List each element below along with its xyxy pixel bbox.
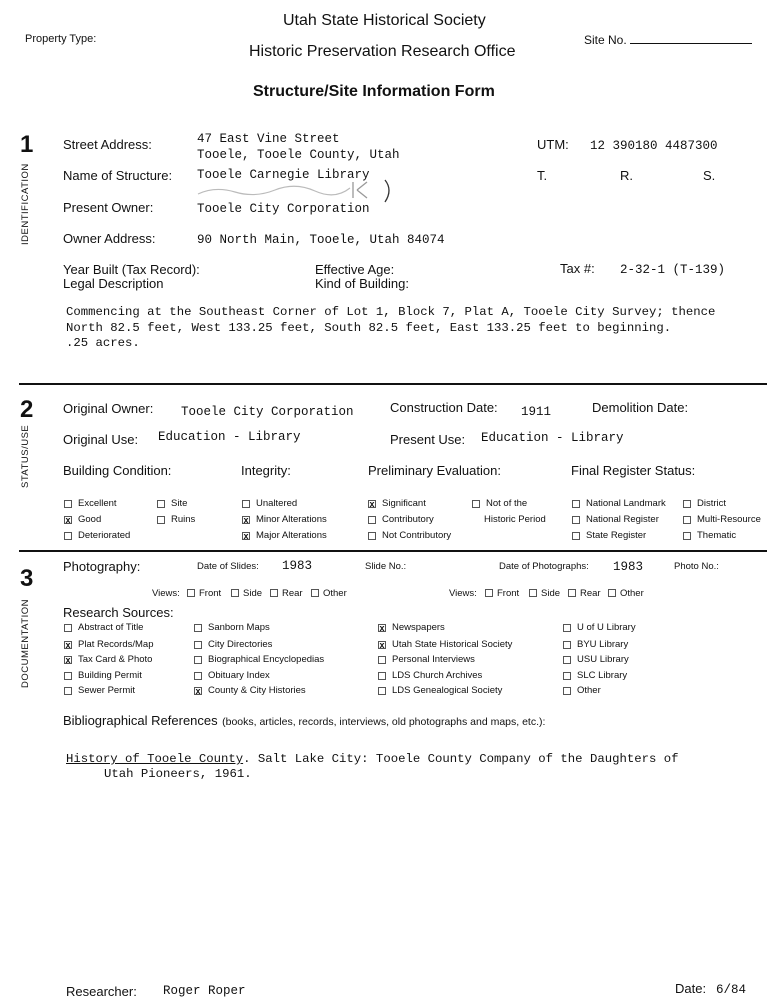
street-address-label: Street Address: — [63, 137, 152, 152]
u-of-u-library-checkbox[interactable] — [563, 624, 571, 632]
construction-date-label: Construction Date: — [390, 400, 498, 415]
minor-alterations-checkbox[interactable]: x — [243, 515, 249, 525]
good-label: Good — [78, 514, 102, 525]
state-register-label: State Register — [586, 530, 647, 541]
photos-side-checkbox[interactable] — [529, 589, 537, 597]
usu-library-checkbox[interactable] — [563, 656, 571, 664]
ruins-label: Ruins — [171, 514, 196, 525]
obituary-index-label: Obituary Index — [208, 670, 270, 681]
present-owner-label: Present Owner: — [63, 200, 154, 215]
district-label: District — [697, 498, 727, 509]
integrity-label: Integrity: — [241, 463, 291, 478]
utm-value: 12 390180 4487300 — [590, 139, 718, 153]
original-use: Education - Library — [158, 430, 301, 444]
photos-rear-checkbox[interactable] — [568, 589, 576, 597]
deteriorated-checkbox[interactable] — [64, 532, 72, 540]
original-owner-label: Original Owner: — [63, 401, 154, 416]
form-title: Structure/Site Information Form — [253, 83, 495, 100]
present-use: Education - Library — [481, 431, 624, 445]
photos-front-checkbox[interactable] — [485, 589, 493, 597]
tax-value: 2-32-1 (T-139) — [620, 263, 726, 277]
newspapers-label: Newspapers — [392, 622, 445, 633]
newspapers-checkbox[interactable]: x — [379, 623, 385, 633]
original-owner: Tooele City Corporation — [181, 405, 354, 419]
national-landmark-label: National Landmark — [586, 498, 666, 509]
kind-of-building-label: Kind of Building: — [315, 276, 409, 291]
thematic-checkbox[interactable] — [683, 532, 691, 540]
utah-state-historical-society-checkbox[interactable]: x — [379, 640, 385, 650]
date-of-slides-label: Date of Slides: — [197, 561, 259, 572]
sewer-permit-checkbox[interactable] — [64, 687, 72, 695]
lds-genealogical-society-label: LDS Genealogical Society — [392, 685, 503, 696]
contributory-checkbox[interactable] — [368, 516, 376, 524]
s-label: S. — [703, 168, 716, 183]
not-contributory-checkbox[interactable] — [368, 532, 376, 540]
section-2-side-label: STATUS/USE — [20, 424, 31, 488]
legal-description-line3: .25 acres. — [66, 336, 140, 350]
other-source-label: Other — [577, 685, 601, 696]
date-of-slides: 1983 — [282, 559, 313, 573]
researcher-name: Roger Roper — [163, 984, 246, 998]
building-condition-label: Building Condition: — [63, 463, 172, 478]
slc-library-label: SLC Library — [577, 670, 628, 681]
society-name: Utah State Historical Society — [283, 12, 486, 29]
year-built-label: Year Built (Tax Record): — [63, 262, 200, 277]
abstract-of-title-checkbox[interactable] — [64, 624, 72, 632]
office-name: Historic Preservation Research Office — [249, 43, 516, 60]
structure-name: Tooele Carnegie Library — [197, 168, 370, 182]
owner-address: 90 North Main, Tooele, Utah 84074 — [197, 233, 445, 247]
site-checkbox[interactable] — [157, 500, 165, 508]
slides-side-checkbox[interactable] — [231, 589, 239, 597]
bibliographical-references-label: Bibliographical References — [63, 713, 218, 728]
personal-interviews-checkbox[interactable] — [378, 656, 386, 664]
good-checkbox[interactable]: x — [65, 515, 71, 525]
significant-label: Significant — [382, 498, 426, 509]
researcher-label: Researcher: — [66, 984, 137, 999]
other-source-checkbox[interactable] — [563, 687, 571, 695]
thematic-label: Thematic — [697, 530, 737, 541]
slides-front-label: Front — [199, 588, 222, 599]
bibliographical-references — [63, 712, 545, 730]
national-register-checkbox[interactable] — [572, 516, 580, 524]
lds-genealogical-society-checkbox[interactable] — [378, 687, 386, 695]
date-label: Date: — [675, 981, 707, 996]
photos-side-label: Side — [541, 588, 561, 599]
section-2-number: 2 — [20, 396, 34, 423]
excellent-label: Excellent — [78, 498, 117, 509]
sewer-permit-label: Sewer Permit — [78, 685, 136, 696]
construction-date: 1911 — [521, 405, 552, 419]
site-no-label: Site No. — [584, 33, 752, 47]
not-of-the-label: Not of the — [486, 498, 528, 509]
building-permit-label: Building Permit — [78, 670, 142, 681]
structure-name-label: Name of Structure: — [63, 168, 173, 183]
city-directories-label: City Directories — [208, 639, 273, 650]
bibliographical-references-note: (books, articles, records, interviews, old photographs and maps, etc.): — [222, 716, 546, 728]
major-alterations-checkbox[interactable]: x — [243, 531, 249, 541]
legal-description-line2: North 82.5 feet, West 133.25 feet, South 82.5 feet, East 133.25 feet to beginning. — [66, 321, 672, 335]
deteriorated-label: Deteriorated — [78, 530, 131, 541]
slides-front-checkbox[interactable] — [187, 589, 195, 597]
section-3-number: 3 — [20, 565, 34, 592]
date-value: 6/84 — [716, 983, 747, 997]
county-city-histories-label: County & City Histories — [208, 685, 306, 696]
tax-card-checkbox[interactable]: x — [65, 655, 71, 665]
site-label: Site — [171, 498, 188, 509]
effective-age-label: Effective Age: — [315, 262, 395, 277]
section-3-side-label: DOCUMENTATION — [20, 598, 31, 688]
lds-church-archives-checkbox[interactable] — [378, 672, 386, 680]
national-register-label: National Register — [586, 514, 659, 525]
not-of-historic-period-checkbox[interactable] — [472, 500, 480, 508]
byu-library-checkbox[interactable] — [563, 641, 571, 649]
sanborn-maps-label: Sanborn Maps — [208, 622, 270, 633]
section-1-side-label: IDENTIFICATION — [20, 163, 31, 245]
photos-other-label: Other — [620, 588, 644, 599]
demolition-date-label: Demolition Date: — [592, 400, 689, 415]
bibliography-rest: . Salt Lake City: Tooele County Company of the Daughters of — [243, 752, 679, 766]
owner-address-label: Owner Address: — [63, 231, 156, 246]
photos-views-label: Views: — [449, 588, 477, 599]
original-use-label: Original Use: — [63, 432, 139, 447]
legal-description-line1: Commencing at the Southeast Corner of Lot 1, Block 7, Plat A, Tooele City Survey; thence — [66, 305, 716, 319]
photos-front-label: Front — [497, 588, 520, 599]
photography-label: Photography: — [63, 559, 141, 574]
slides-other-label: Other — [323, 588, 347, 599]
bibliography-title: History of Tooele County — [66, 752, 244, 766]
state-register-checkbox[interactable] — [572, 532, 580, 540]
tax-card-label: Tax Card & Photo — [78, 654, 153, 665]
legal-description-label: Legal Description — [63, 276, 164, 291]
abstract-of-title-label: Abstract of Title — [78, 622, 144, 633]
section-divider-2 — [19, 550, 767, 552]
district-checkbox[interactable] — [683, 500, 691, 508]
photos-rear-label: Rear — [580, 588, 601, 599]
bibliography-entry-line2: Utah Pioneers, 1961. — [104, 767, 252, 781]
multi-resource-label: Multi-Resource — [697, 514, 761, 525]
city-directories-checkbox[interactable] — [194, 641, 202, 649]
property-type-label: Property Type: — [25, 33, 97, 45]
minor-alterations-label: Minor Alterations — [256, 514, 327, 525]
section-1-number: 1 — [20, 131, 34, 158]
research-sources-label: Research Sources: — [63, 605, 174, 620]
section-divider-1 — [19, 383, 767, 385]
r-label: R. — [620, 168, 633, 183]
slides-side-label: Side — [243, 588, 263, 599]
multi-resource-checkbox[interactable] — [683, 516, 691, 524]
present-owner: Tooele City Corporation — [197, 202, 370, 216]
faded-annotation-mark — [195, 176, 400, 204]
street-address-line2: Tooele, Tooele County, Utah — [197, 148, 400, 162]
county-city-histories-checkbox[interactable]: x — [195, 686, 201, 696]
contributory-label: Contributory — [382, 514, 434, 525]
major-alterations-label: Major Alterations — [256, 530, 327, 541]
biographical-encyclopedias-checkbox[interactable] — [194, 656, 202, 664]
final-register-status-label: Final Register Status: — [571, 463, 696, 478]
street-address-line1: 47 East Vine Street — [197, 132, 340, 146]
slides-views-label: Views: — [152, 588, 180, 599]
not-contributory-label: Not Contributory — [382, 530, 452, 541]
slides-rear-checkbox[interactable] — [270, 589, 278, 597]
t-label: T. — [537, 168, 548, 183]
slc-library-checkbox[interactable] — [563, 672, 571, 680]
present-use-label: Present Use: — [390, 432, 466, 447]
slide-no-label: Slide No.: — [365, 561, 407, 572]
slides-rear-label: Rear — [282, 588, 303, 599]
historic-period-label: Historic Period — [484, 514, 546, 525]
preliminary-evaluation-label: Preliminary Evaluation: — [368, 463, 501, 478]
photo-no-label: Photo No.: — [674, 561, 719, 572]
date-of-photographs: 1983 — [613, 560, 644, 574]
utah-state-historical-society-label: Utah State Historical Society — [392, 639, 513, 650]
national-landmark-checkbox[interactable] — [572, 500, 580, 508]
slides-other-checkbox[interactable] — [311, 589, 319, 597]
plat-records-label: Plat Records/Map — [78, 639, 154, 650]
tax-label: Tax #: — [560, 261, 595, 276]
sanborn-maps-checkbox[interactable] — [194, 624, 202, 632]
obituary-index-checkbox[interactable] — [194, 672, 202, 680]
ruins-checkbox[interactable] — [157, 516, 165, 524]
excellent-checkbox[interactable] — [64, 500, 72, 508]
u-of-u-library-label: U of U Library — [577, 622, 636, 633]
utm-label: UTM: — [537, 137, 569, 152]
biographical-encyclopedias-label: Biographical Encyclopedias — [208, 654, 325, 665]
photos-other-checkbox[interactable] — [608, 589, 616, 597]
unaltered-label: Unaltered — [256, 498, 298, 509]
significant-checkbox[interactable]: x — [369, 499, 375, 509]
bibliography-entry-line1 — [66, 752, 679, 766]
byu-library-label: BYU Library — [577, 639, 629, 650]
building-permit-checkbox[interactable] — [64, 672, 72, 680]
unaltered-checkbox[interactable] — [242, 500, 250, 508]
date-of-photographs-label: Date of Photographs: — [499, 561, 589, 572]
lds-church-archives-label: LDS Church Archives — [392, 670, 483, 681]
usu-library-label: USU Library — [577, 654, 629, 665]
personal-interviews-label: Personal Interviews — [392, 654, 475, 665]
plat-records-checkbox[interactable]: x — [65, 640, 71, 650]
